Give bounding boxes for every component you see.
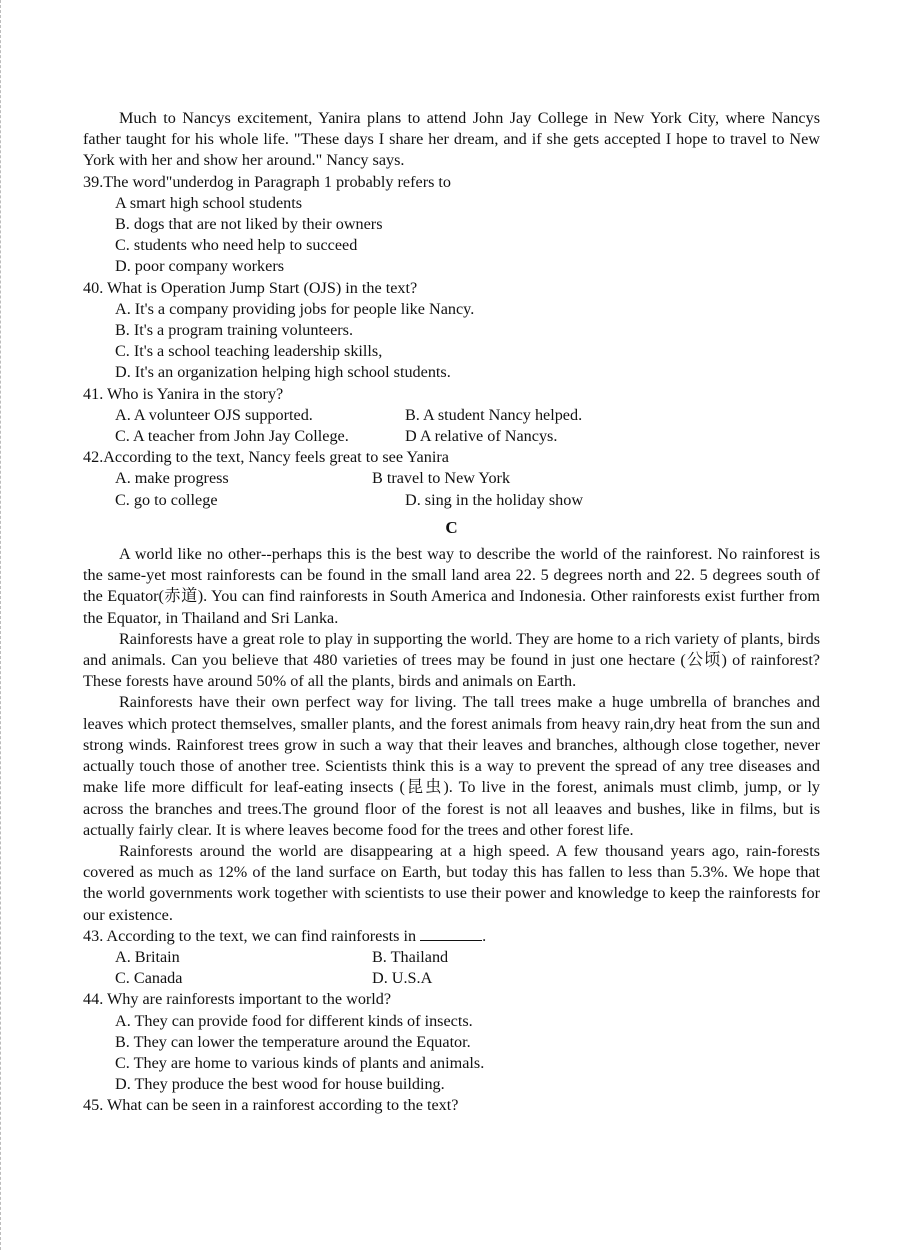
option-a: A smart high school students <box>115 193 303 212</box>
option-d: D A relative of Nancys. <box>405 427 558 446</box>
intro-paragraph: Much to Nancys excitement, Yanira plans to attend John Jay College in New York City, where Nancys father taught for his whole life. "These days I share her dream, and if she gets accepted I hope to travel to New York with her and show her around." Nancy says. <box>83 109 820 170</box>
options-row-cd <box>83 490 820 511</box>
option-c: C. They are home to various kinds of plants and animals. <box>115 1053 485 1072</box>
option-b: B. A student Nancy helped. <box>405 405 583 424</box>
options-row-cd <box>83 426 820 447</box>
question-text: 40. What is Operation Jump Start (OJS) in the text? <box>83 278 418 297</box>
question-42 <box>83 447 820 511</box>
section-c-heading: C <box>445 517 458 537</box>
question-line <box>83 926 820 947</box>
passage-paragraph: A world like no other--perhaps this is the best way to describe the world of the rainforest. No rainforest is the same-yet most rainforests can be found in the small land area 22. 5 degrees north and 22. 5 degrees south of the Equator(赤道). You can find rainforests in South America and Indonesia. Other rainforests exist further from the Equator, in Thailand and Sri Lanka. <box>83 545 820 627</box>
page-content <box>83 108 820 1117</box>
options-row-ab <box>83 947 820 968</box>
option-c: C. Canada <box>115 969 183 988</box>
question-41 <box>83 384 820 448</box>
option-c: C. students who need help to succeed <box>115 236 358 255</box>
page-edge-dashed-line <box>0 0 1 1250</box>
option-b: B. dogs that are not liked by their owners <box>115 215 383 234</box>
option-b: B. It's a program training volunteers. <box>115 321 354 340</box>
options-row-ab <box>83 468 820 489</box>
passage-paragraph: Rainforests have their own perfect way for living. The tall trees make a huge umbrella of branches and leaves which protect themselves, smaller plants, and the forest animals from heavy rain,dry heat from the sun and strong winds. Rainforest trees grow in such a way that their leaves and branches, although close together, never actually touch those of another tree. Scientists think this is a way to prevent the spread of any tree diseases and make life more difficult for leaf-eating insects (昆虫). To live in the forest, animals must climb, jump, or ly across the branches and trees.The ground floor of the forest is not all leaaves and bushes, like in films, but is actually fairly clear. It is where leaves become food for the trees and other forest life. <box>83 693 820 839</box>
option-d: D. U.S.A <box>372 969 433 988</box>
option-a: A. Britain <box>115 947 180 966</box>
question-40 <box>83 278 820 384</box>
option-d: D. sing in the holiday show <box>405 490 584 509</box>
option-c: C. A teacher from John Jay College. <box>115 427 349 446</box>
question-text: 44. Why are rainforests important to the world? <box>83 990 392 1009</box>
section-c-passage <box>83 544 820 926</box>
option-c: C. It's a school teaching leadership skills, <box>115 342 383 361</box>
question-text: 45. What can be seen in a rainforest according to the text? <box>83 1096 459 1115</box>
option-c: C. go to college <box>115 490 218 509</box>
options-row-ab <box>83 405 820 426</box>
question-text: 43. According to the text, we can find rainforests in <box>83 926 417 945</box>
question-text: 41. Who is Yanira in the story? <box>83 384 284 403</box>
option-a: A. A volunteer OJS supported. <box>115 405 313 424</box>
question-39 <box>83 172 820 278</box>
options-row-cd <box>83 968 820 989</box>
option-a: A. They can provide food for different kinds of insects. <box>115 1011 473 1030</box>
passage-paragraph: Rainforests around the world are disappearing at a high speed. A few thousand years ago, rain-forests covered as much as 12% of the land surface on Earth, but today this has fallen to less than 5.3%. We hope that the world governments work together with scientists to use their power and knowledge to keep the rainforests for our existence. <box>83 841 820 924</box>
option-b: B. Thailand <box>372 947 449 966</box>
question-text: 42.According to the text, Nancy feels great to see Yanira <box>83 448 449 467</box>
option-b: B. They can lower the temperature around the Equator. <box>115 1032 471 1051</box>
option-a: A. make progress <box>115 469 229 488</box>
question-44 <box>83 989 820 1095</box>
question-end: . <box>482 926 487 945</box>
option-d: D. poor company workers <box>115 257 285 276</box>
passage-paragraph: Rainforests have a great role to play in supporting the world. They are home to a rich variety of plants, birds and animals. Can you believe that 480 varieties of trees may be found in just one hectare (公顷) of rainforest? These forests have around 50% of all the plants, birds and animals on Earth. <box>83 629 820 691</box>
answer-blank <box>420 926 482 941</box>
option-d: D. It's an organization helping high school students. <box>115 363 451 382</box>
question-43 <box>83 926 820 990</box>
option-a: A. It's a company providing jobs for people like Nancy. <box>115 299 475 318</box>
option-d: D. They produce the best wood for house building. <box>115 1075 445 1094</box>
question-text: 39.The word"underdog in Paragraph 1 probably refers to <box>83 172 452 191</box>
option-b: B travel to New York <box>372 469 511 488</box>
question-45 <box>83 1095 820 1116</box>
